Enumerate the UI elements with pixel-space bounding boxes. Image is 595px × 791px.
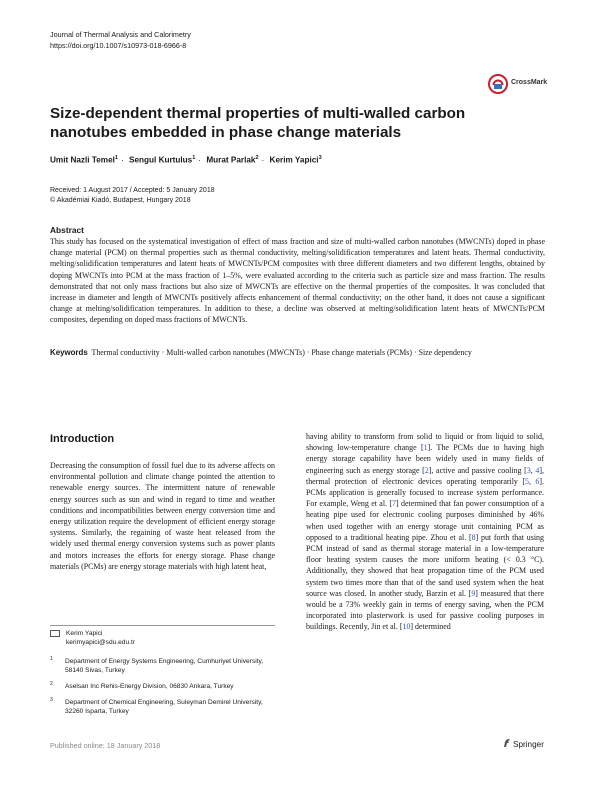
- abstract-heading: Abstract: [50, 225, 84, 235]
- citation-link[interactable]: 2: [424, 465, 429, 475]
- author-affiliation-ref: 2: [255, 155, 259, 161]
- abstract-text: This study has focused on the systematical investigation of effect of mass fraction and size of multi-walled carbon nanotubes (MWCNTs) doped in phase change material (PCM) on thermal properties such as thermal conductivity, melting/solidification temperatures and latent heats. Thermal conductivity, melting/solidification temperatures and latent heats of MWCNTs/PCM composites with three different diameters and two different lengths, obtained by doping MWCNTs into PCM at the mass fraction of 1–5%, were evaluated according to the criteria such as particle size and mass fraction. The results demonstrated that not only mass fractions but also size of MWCNTs are effective on the thermal properties of the composites. It was concluded that increase in diameter and length of MWCNTs positively affects enhancement of thermal conductivity; on the other hand, it does not cause a significant change at melting/solidification temperatures. In addition to these, a decline was observed at melting/solidification latent heats of MWCNTs/PCM composites, depending on doped mass fractions of MWCNTs.: [50, 237, 545, 325]
- citation-link[interactable]: 7: [392, 499, 396, 509]
- citation-link[interactable]: 3: [526, 465, 531, 475]
- published-online-date: Published online: 18 January 2018: [50, 741, 161, 750]
- affiliation-text: Department of Energy Systems Engineering, Cumhuriyet University, 58140 Sivas, Turkey: [65, 658, 264, 675]
- introduction-right-column: [306, 431, 544, 633]
- doi-link[interactable]: https://doi.org/10.1007/s10973-018-6966-8: [50, 40, 187, 50]
- body-text: ]. PCMs application is generally focused to increase system performance. For example, Weng et al. [: [306, 476, 545, 509]
- author-list: Umit Nazli Temel$^1$ · Sengul Kurtulus$^1$ · Murat Parlak$^2$ · Kerim Yapici$^3$: [50, 155, 322, 165]
- corresponding-email[interactable]: kerimyapici@sdu.edu.tr: [66, 639, 135, 646]
- citation-link[interactable]: 5: [524, 476, 529, 486]
- keywords-label: Keywords: [50, 348, 88, 357]
- author-affiliation-ref: 1: [114, 155, 118, 161]
- body-text: ], thermal protection of electronic devices operating temporarily [: [306, 465, 545, 486]
- author-affiliation-ref: 3: [318, 155, 322, 161]
- springer-horse-icon: [503, 738, 511, 748]
- affiliation-number: 3: [50, 697, 53, 703]
- author-name[interactable]: Murat Parlak: [206, 155, 256, 165]
- crossmark-icon: [488, 74, 508, 94]
- publisher-name: Springer: [513, 740, 544, 749]
- journal-name: Journal of Thermal Analysis and Calorimetry: [50, 30, 191, 39]
- citation-link[interactable]: 1: [423, 443, 428, 453]
- crossmark-label: CrossMark: [511, 79, 548, 86]
- journal-header: [50, 30, 191, 51]
- springer-logo: [503, 738, 544, 749]
- correspondence-block: [50, 629, 135, 647]
- body-text: ,: [530, 465, 536, 475]
- citation-link[interactable]: 4: [535, 465, 540, 475]
- article-dates: [50, 186, 215, 206]
- author-affiliation-ref: 1: [192, 155, 196, 161]
- introduction-heading: Introduction: [50, 433, 115, 445]
- body-text: ], active and passive cooling [: [428, 465, 527, 475]
- author-name[interactable]: Kerim Yapici: [269, 155, 319, 165]
- affiliation-1: [50, 657, 275, 677]
- body-text: ,: [528, 476, 536, 486]
- author-name[interactable]: Sengul Kurtulus: [129, 155, 193, 165]
- keywords-section: [50, 347, 545, 360]
- affiliation-number: 2: [50, 681, 53, 687]
- author-name[interactable]: Umit Nazli Temel: [50, 155, 115, 165]
- received-accepted-dates: Received: 1 August 2017 / Accepted: 5 January 2018: [50, 187, 215, 194]
- body-text: having ability to transform from solid to liquid or from liquid to solid, showing low-temperature change [: [306, 432, 544, 453]
- citation-link[interactable]: 8: [471, 532, 476, 542]
- body-text: ] put forth that using PCM instead of sand as thermal storage material in a low-temperature floor heating system causes the more uniform heating (< 0.3 °C). Additionally, they showed that heat propagation time of the PCM used system two times more than that of the sand used system when the heat source was closed. In another study, Barzin et al. [: [306, 532, 544, 598]
- body-text: ] measured that there would be a 73% weekly gain in terms of energy saving, when the PCM incorporated into plasterwork is used for passive cooling purposes in buildings. Recently, Jin et al. [: [306, 588, 544, 632]
- copyright-line: © Akadémiai Kiadó, Budapest, Hungary 2018: [50, 197, 191, 204]
- corresponding-author: Kerim Yapici: [66, 630, 103, 637]
- envelope-icon: [50, 630, 60, 637]
- article-title: Size-dependent thermal properties of multi-walled carbon nanotubes embedded in phase change materials: [50, 105, 466, 141]
- affiliation-3: [50, 698, 275, 718]
- affiliation-text: Department of Chemical Engineering, Suleyman Demirel University, 32260 Isparta, Turkey: [65, 699, 263, 716]
- body-text: ] determined that fan power consumption of a heating pipe used for electronic cooling purposes diminished by 46% when used together with an energy storage unit containing PCM as opposed to a traditional heating pipe. Zhou et al. [: [306, 499, 544, 542]
- footnote-divider: [50, 625, 275, 626]
- citation-link[interactable]: 10: [402, 622, 411, 632]
- affiliation-2: [50, 682, 275, 693]
- keywords-text: Thermal conductivity · Multi-walled carbon nanotubes (MWCNTs) · Phase change materials (PCMs) · Size dependency: [91, 348, 472, 357]
- affiliation-number: 1: [50, 656, 53, 662]
- introduction-left-column: Decreasing the consumption of fossil fuel due to its adverse affects on environmental pollution and climate change pointed the attention to renewable energy sources. The intermittent nature of renewable energy sources such as sun and wind in regard to time and weather conditions and incompatibilities between energy conversion time and energy utilization require the development of efficient energy storage systems. Similarly, the regaining of waste heat released from the widely used thermal energy conversion systems such as power plants and motors increases the efforts for energy storage. Phase change materials (PCMs) are energy storage materials with high latent heat,: [50, 461, 275, 571]
- crossmark-badge[interactable]: [488, 73, 550, 95]
- citation-link[interactable]: 9: [471, 588, 476, 598]
- citation-link[interactable]: 6: [535, 476, 540, 486]
- body-text: ]. The PCMs due to having high energy storage capability have been widely used in many fields of engineering such as energy storage [: [306, 443, 544, 475]
- body-text: ] determined: [410, 622, 451, 632]
- affiliation-text: Aselsan Inc Rehis-Energy Division, 06830 Ankara, Turkey: [65, 683, 234, 690]
